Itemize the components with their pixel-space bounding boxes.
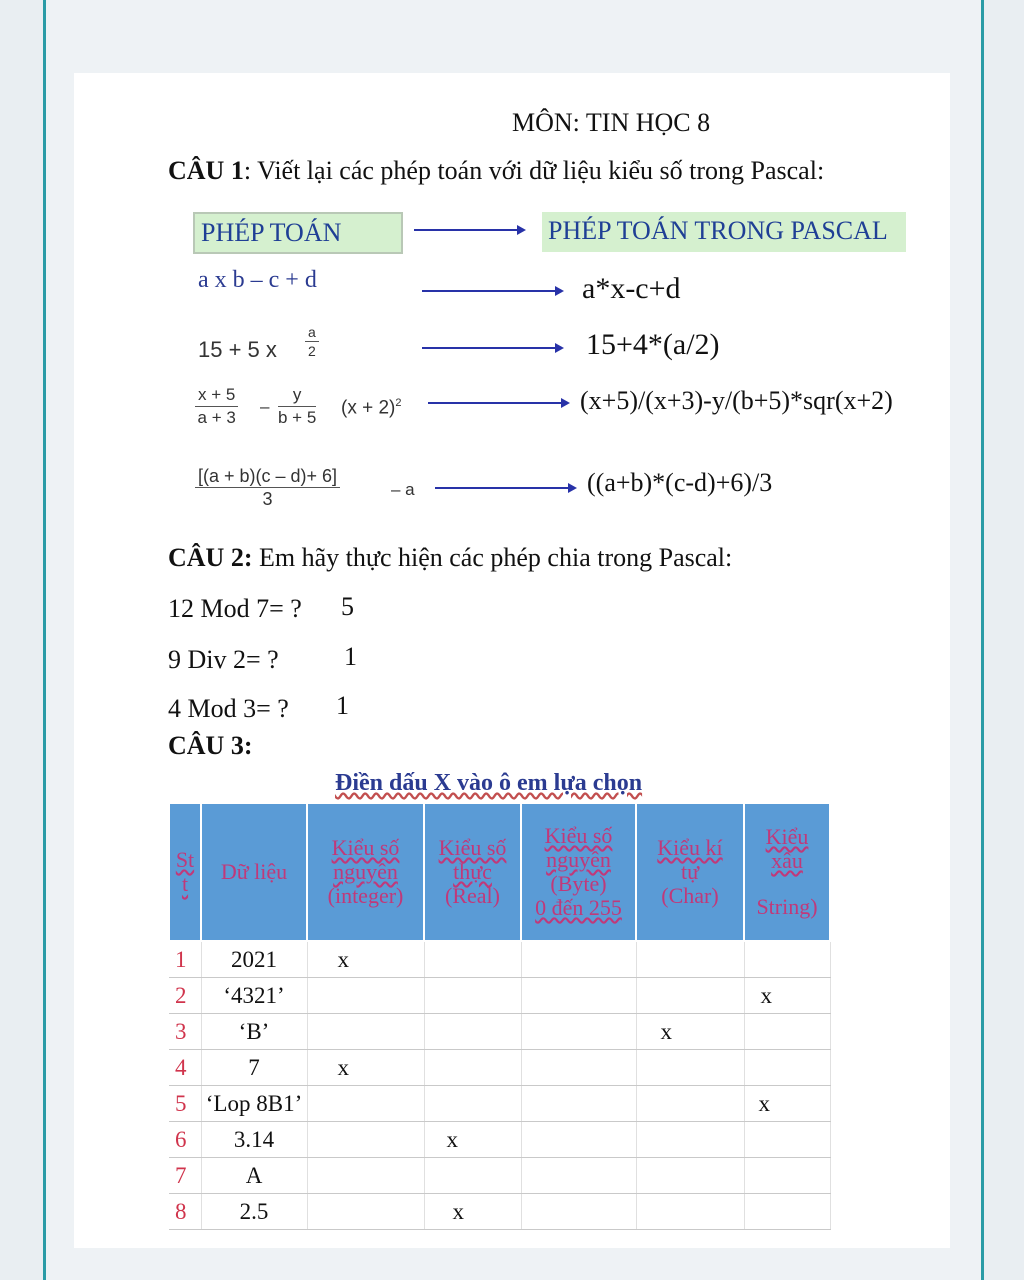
- cell-byte: [521, 1122, 636, 1158]
- subject-title: MÔN: TIN HỌC 8: [512, 108, 711, 137]
- cell-real: [424, 1086, 521, 1122]
- table-row: [169, 1194, 830, 1230]
- q2-text: Em hãy thực hiện các phép chia trong Pascal:: [252, 543, 733, 572]
- cell-char: [636, 1086, 744, 1122]
- header-real: [424, 803, 521, 941]
- fraction-numerator: x + 5: [195, 384, 238, 407]
- expr-tail-text: (x + 2): [341, 397, 396, 419]
- cell-integer: x: [307, 941, 424, 978]
- arrow-1: [422, 290, 562, 292]
- cell-string: x: [744, 1086, 830, 1122]
- header-real-c: (Real): [445, 883, 500, 908]
- header-string: [744, 803, 830, 941]
- cell-char: [636, 941, 744, 978]
- header-string-c: String): [756, 894, 818, 919]
- arrow-4: [435, 487, 575, 489]
- arrow-2: [422, 347, 562, 349]
- header-byte-c: (Byte): [550, 871, 607, 896]
- cell-char: [636, 1050, 744, 1086]
- q2-answer-3: 1: [336, 691, 349, 720]
- q1-header-left: PHÉP TOÁN: [193, 212, 403, 254]
- fraction-numerator: a: [305, 323, 319, 342]
- table-row: [169, 941, 830, 978]
- table-row: [169, 1086, 830, 1122]
- cell-byte: [521, 1158, 636, 1194]
- header-char-c: (Char): [661, 883, 719, 908]
- q3-data-type-table: [168, 802, 831, 1230]
- q2-question-1: 12 Mod 7= ?: [168, 594, 302, 623]
- header-real-a: Kiểu số: [438, 835, 507, 860]
- cell-byte: [521, 1194, 636, 1230]
- header-stt: [169, 803, 201, 941]
- q2-question-2: 9 Div 2= ?: [168, 645, 279, 674]
- q2-answer-1: 5: [341, 592, 354, 621]
- cell-integer: [307, 1158, 424, 1194]
- cell-string: [744, 1158, 830, 1194]
- header-string-b: xâu: [771, 848, 803, 873]
- cell-char: [636, 1194, 744, 1230]
- q1-expr-3-tail: [341, 397, 402, 419]
- q2-answer-2: 1: [344, 642, 357, 671]
- fraction-denominator: a + 3: [197, 408, 236, 427]
- q1-answer-2: 15+4*(a/2): [586, 328, 720, 361]
- cell-data: ‘4321’: [201, 978, 307, 1014]
- cell-integer: x: [307, 1050, 424, 1086]
- header-byte: [521, 803, 636, 941]
- q1-answer-3: (x+5)/(x+3)-y/(b+5)*sqr(x+2): [580, 386, 893, 415]
- cell-stt: 8: [169, 1194, 201, 1230]
- cell-stt: 5: [169, 1086, 201, 1122]
- fraction-denominator: 2: [308, 343, 316, 359]
- cell-data: ‘Lop 8B1’: [201, 1086, 307, 1122]
- cell-string: [744, 1194, 830, 1230]
- q1-expr-2-prefix: 15 + 5 x: [198, 337, 277, 362]
- cell-integer: [307, 1014, 424, 1050]
- cell-stt: 2: [169, 978, 201, 1014]
- header-integer: [307, 803, 424, 941]
- q1-heading: [168, 156, 824, 186]
- cell-stt: 4: [169, 1050, 201, 1086]
- header-integer-a: Kiểu số: [331, 835, 400, 860]
- cell-byte: [521, 941, 636, 978]
- cell-stt: 1: [169, 941, 201, 978]
- q3-label: CÂU 3:: [168, 731, 253, 760]
- cell-data: 2021: [201, 941, 307, 978]
- cell-string: [744, 1122, 830, 1158]
- cell-stt: 3: [169, 1014, 201, 1050]
- cell-byte: [521, 1014, 636, 1050]
- header-string-a: Kiểu: [765, 824, 809, 849]
- table-row: [169, 1050, 830, 1086]
- cell-data: ‘B’: [201, 1014, 307, 1050]
- cell-string: [744, 941, 830, 978]
- table-row: [169, 1158, 830, 1194]
- fraction-denominator: b + 5: [278, 408, 317, 427]
- table-row: [169, 978, 830, 1014]
- header-byte-b: nguyên: [546, 847, 611, 872]
- header-arrow: [414, 229, 524, 231]
- cell-real: [424, 978, 521, 1014]
- header-byte-d: 0 đến 255: [535, 895, 622, 920]
- cell-char: [636, 1122, 744, 1158]
- header-char: [636, 803, 744, 941]
- cell-char: [636, 978, 744, 1014]
- q1-expr-3-fraction-1: [195, 384, 238, 429]
- table-row: [169, 1122, 830, 1158]
- cell-string: [744, 1050, 830, 1086]
- q1-label: CÂU 1: [168, 156, 244, 185]
- cell-stt: 7: [169, 1158, 201, 1194]
- header-real-b: thực: [453, 859, 492, 884]
- header-data: [201, 803, 307, 941]
- q2-question-3: 4 Mod 3= ?: [168, 694, 289, 723]
- q1-expr-4-tail: – a: [391, 480, 415, 499]
- cell-char: [636, 1158, 744, 1194]
- header-integer-c: (integer): [327, 883, 404, 908]
- header-data-label: Dữ liệu: [220, 859, 288, 884]
- header-stt-a: St: [175, 847, 195, 872]
- q2-heading: [168, 543, 732, 573]
- cell-integer: [307, 1122, 424, 1158]
- q1-answer-4: ((a+b)*(c-d)+6)/3: [587, 468, 773, 497]
- table-header-row: [169, 803, 830, 941]
- fraction-denominator: 3: [262, 489, 273, 509]
- q1-header-right: PHÉP TOÁN TRONG PASCAL: [542, 212, 906, 252]
- cell-integer: [307, 1086, 424, 1122]
- cell-integer: [307, 978, 424, 1014]
- cell-real: [424, 941, 521, 978]
- q1-text: : Viết lại các phép toán với dữ liệu kiểu số trong Pascal:: [243, 156, 825, 185]
- header-byte-a: Kiểu số: [544, 823, 613, 848]
- header-stt-b: t: [181, 871, 189, 896]
- cell-data: A: [201, 1158, 307, 1194]
- fraction-numerator: [(a + b)(c – d)+ 6]: [195, 465, 340, 488]
- cell-data: 7: [201, 1050, 307, 1086]
- q1-expr-3-fraction-2: [278, 384, 316, 429]
- q1-expr-1: a x b – c + d: [198, 267, 317, 293]
- table-row: [169, 1014, 830, 1050]
- header-char-b: tự: [680, 859, 700, 884]
- cell-byte: [521, 978, 636, 1014]
- q1-expr-3-minus: –: [260, 397, 270, 416]
- cell-data: 2.5: [201, 1194, 307, 1230]
- cell-real: [424, 1050, 521, 1086]
- q3-table-title: Điền dấu X vào ô em lựa chọn: [335, 770, 643, 796]
- cell-real: [424, 1158, 521, 1194]
- cell-string: x: [744, 978, 830, 1014]
- cell-byte: [521, 1086, 636, 1122]
- q1-expr-2-fraction: [305, 323, 319, 360]
- cell-real: [424, 1014, 521, 1050]
- header-char-a: Kiểu kí: [657, 835, 723, 860]
- cell-real: x: [424, 1194, 521, 1230]
- q2-label: CÂU 2:: [168, 543, 253, 572]
- fraction-numerator: y: [278, 384, 316, 407]
- q1-answer-1: a*x-c+d: [582, 272, 681, 305]
- arrow-3: [428, 402, 568, 404]
- cell-integer: [307, 1194, 424, 1230]
- cell-data: 3.14: [201, 1122, 307, 1158]
- q1-expr-4-fraction: [195, 465, 340, 510]
- expr-exponent: 2: [395, 397, 402, 409]
- cell-byte: [521, 1050, 636, 1086]
- cell-string: [744, 1014, 830, 1050]
- cell-real: x: [424, 1122, 521, 1158]
- cell-stt: 6: [169, 1122, 201, 1158]
- cell-char: x: [636, 1014, 744, 1050]
- header-integer-b: nguyên: [333, 859, 398, 884]
